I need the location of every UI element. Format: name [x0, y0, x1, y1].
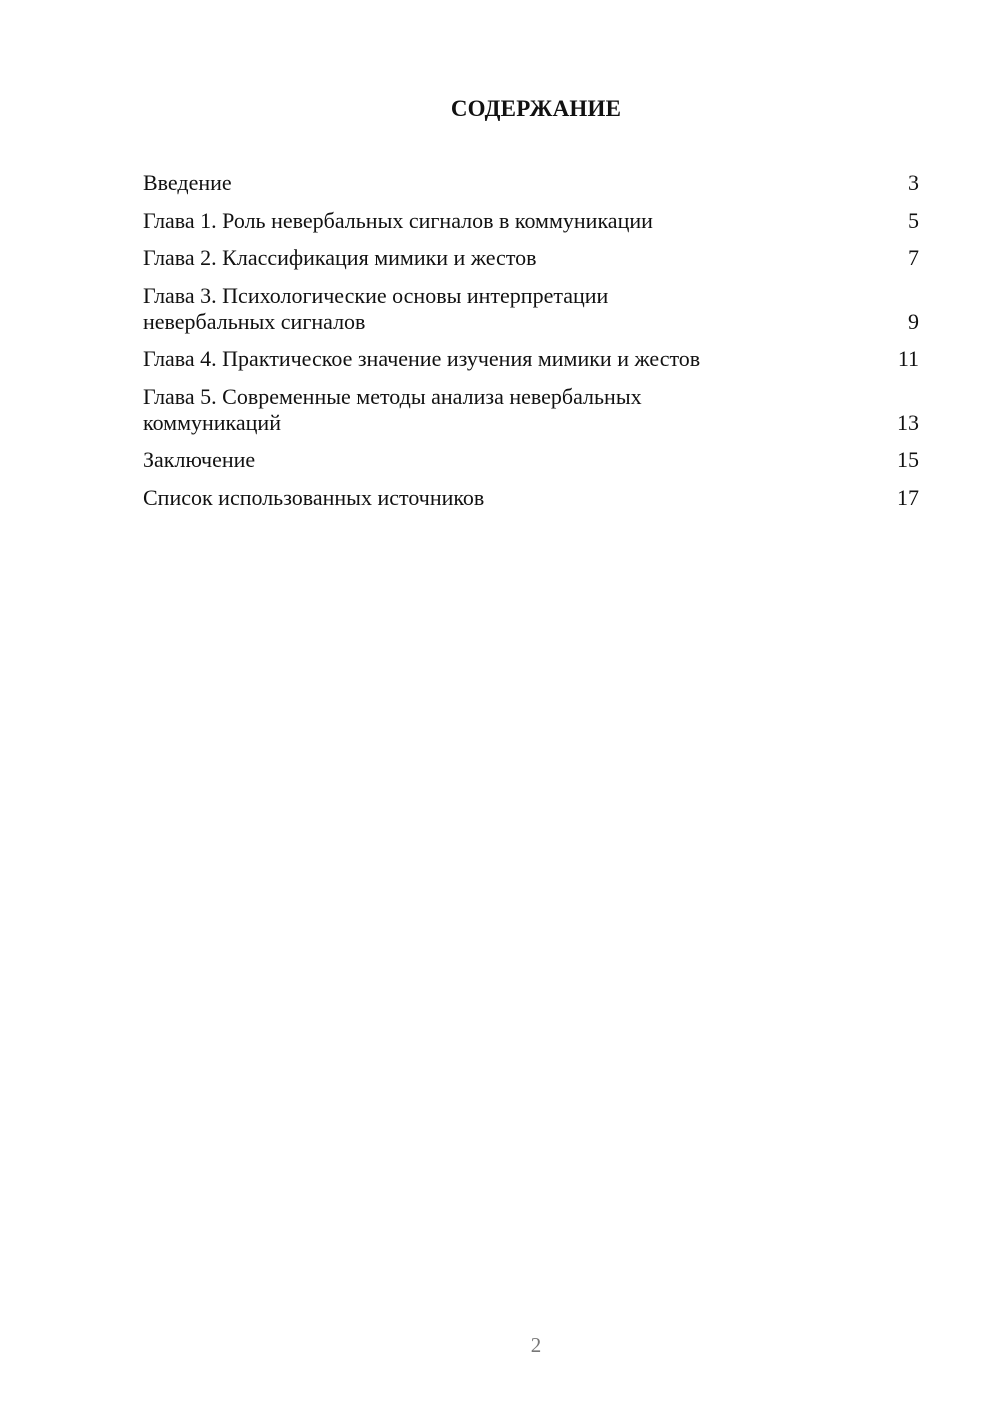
toc-entry-label: Глава 5. Современные методы анализа невербальных коммуникаций — [143, 383, 642, 435]
toc-entry-page: 15 — [897, 447, 919, 472]
page-number: 2 — [530, 1333, 542, 1357]
toc-entry-chapter-3 — [143, 283, 919, 335]
toc-entry-label: Глава 4. Практическое значение изучения мимики и жестов — [143, 346, 701, 371]
toc-entry-conclusion — [143, 447, 919, 473]
toc-entry-label: Глава 3. Психологические основы интерпретации невербальных сигналов — [143, 282, 609, 334]
toc-entry-page: 11 — [897, 346, 919, 371]
toc-entry-chapter-1 — [143, 208, 919, 234]
toc-entry-label: Список использованных источников — [143, 484, 485, 510]
table-of-contents — [143, 170, 919, 522]
toc-entry-page: 5 — [908, 207, 919, 233]
toc-entry-page: 7 — [908, 245, 919, 270]
toc-entry-page: 17 — [897, 484, 919, 510]
toc-entry-page: 13 — [897, 409, 919, 435]
toc-entry-page: 9 — [908, 308, 919, 334]
toc-entry-label: Глава 1. Роль невербальных сигналов в коммуникации — [143, 207, 653, 233]
toc-entry-introduction — [143, 170, 919, 196]
toc-entry-references — [143, 485, 919, 511]
toc-entry-chapter-4 — [143, 346, 919, 372]
toc-entry-label: Заключение — [143, 447, 256, 472]
toc-entry-chapter-2 — [143, 245, 919, 271]
page-title: СОДЕРЖАНИЕ — [450, 96, 622, 121]
toc-entry-chapter-5 — [143, 384, 919, 436]
toc-entry-page: 3 — [908, 170, 919, 195]
toc-entry-label: Глава 2. Классификация мимики и жестов — [143, 245, 537, 270]
toc-entry-label: Введение — [143, 170, 232, 195]
